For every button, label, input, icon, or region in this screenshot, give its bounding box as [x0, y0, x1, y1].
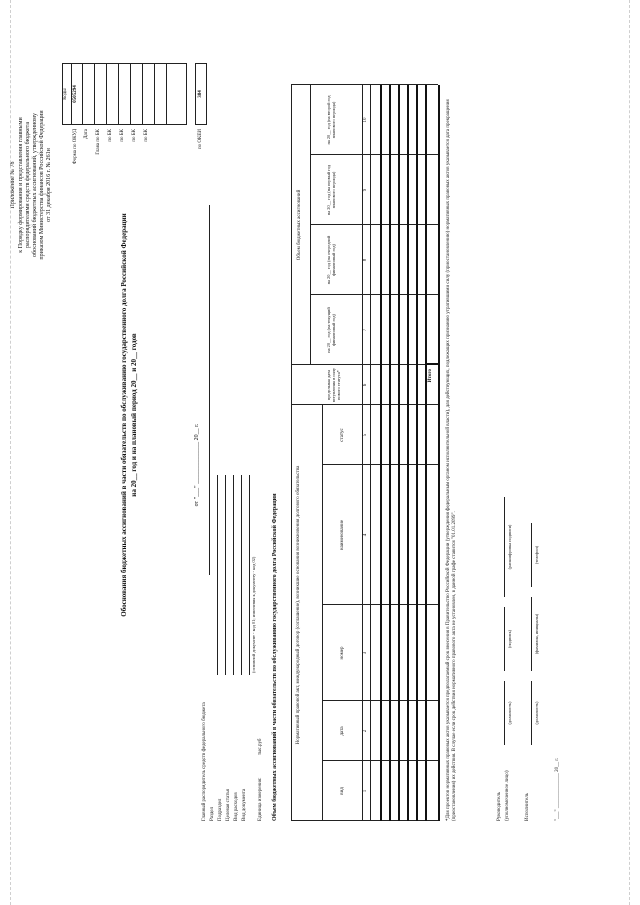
field-line-doc[interactable]	[249, 475, 250, 675]
signature-date: "___" ______________ 20__ г.	[555, 757, 560, 821]
okud-code: 0505294	[73, 85, 78, 103]
field-label-cs: Целевая статья	[226, 789, 231, 821]
col-number: 4	[363, 533, 368, 537]
col-header-vid: вид	[340, 787, 345, 795]
col-number: 6	[363, 383, 368, 387]
section-title: Объем бюджетных ассигнований в части обязательств по обслуживанию государственного долга Российской Федерации	[272, 493, 278, 821]
col-number: 3	[363, 651, 368, 655]
col-header-name: наименование	[340, 519, 345, 551]
col-number: 9	[363, 188, 368, 192]
col-number: 2	[363, 729, 368, 733]
col-number: 5	[363, 433, 368, 437]
doc-type-hint: (основной документ - код 01; изменения к документу - код 02)	[251, 556, 256, 673]
col-header-deadline: предельная дата вступления в силу нового статуса*	[326, 367, 341, 403]
codes-header: Коды	[63, 88, 68, 100]
sign-line[interactable]	[504, 497, 505, 597]
col-number: 10	[363, 117, 368, 123]
codes-label-bk: по БК	[108, 129, 113, 142]
exec-line[interactable]	[531, 681, 532, 745]
codes-label-glava: Глава по БК	[96, 129, 101, 155]
head-sublabel: (уполномоченное лицо)	[505, 770, 510, 821]
document-date: от "___" ______________ 20__ г.	[194, 423, 200, 507]
codes-label-bk: по БК	[144, 129, 149, 142]
col-header-status: статус	[340, 428, 345, 442]
volume-group-header: Объем бюджетных ассигнований	[297, 189, 302, 261]
appendix-line: к Порядку формирования и представления главными	[18, 117, 24, 253]
col-header-vol-1: на 20__ год (на текущий финансовый год)	[326, 307, 336, 353]
col-header-vol-4: на 20__ год (на второй год планового периода)	[326, 95, 336, 145]
field-label-razdel: Раздел	[210, 806, 215, 821]
field-line-vr[interactable]	[241, 475, 242, 675]
caption-position: (должность)	[507, 701, 512, 725]
scan-edge	[10, 0, 11, 905]
col-header-vol-3: на 20__ год (на первый год планового периода)	[326, 164, 336, 216]
codes-label-bk: по БК	[120, 129, 125, 142]
field-label-doc: Вид документа	[242, 788, 247, 821]
unit-value: тыс.руб	[258, 738, 263, 755]
col-header-vol-2: на 20__ год (на очередной финансовый год)	[326, 235, 336, 285]
sign-line[interactable]	[504, 607, 505, 671]
caption-signature: (подпись)	[507, 629, 512, 649]
okei-label: по ОКЕИ	[198, 129, 203, 150]
appendix-line: от 31 декабря 2016 г. № 261н	[46, 148, 52, 222]
executor-label: Исполнитель	[525, 793, 530, 821]
appendix-title: Приложение № 78	[10, 161, 16, 209]
col-header-date: дата	[340, 726, 345, 736]
unit-label: Единица измерения:	[258, 777, 263, 821]
exec-line[interactable]	[531, 597, 532, 671]
head-label: Руководитель	[497, 791, 502, 821]
field-line-razdel[interactable]	[217, 475, 218, 675]
appendix-line: приказом Министерства финансов Российской Федерации	[39, 110, 45, 260]
footnote: *Для проектов нормативных правовых актов указывается предполагаемый срок внесения в Правительство Российской Федерации (утверждения федеральным органом исполнительной власти), для действующих, подлежащих признанию утратившими силу (приостановлению) нормативных правовых актов указывается дата прекращения (приостановления) их действия. В случае если срок действия нормативного правового акта не установлен, в данной графе ставится "01.01.2099".	[446, 99, 457, 821]
field-line-cs[interactable]	[233, 475, 234, 675]
npa-group-header: Нормативный правовой акт, международный договор (соглашение), возникшие основания возникновения долгового обязательства	[296, 465, 301, 745]
col-number: 8	[363, 258, 368, 262]
codes-label-date: Дата	[84, 129, 89, 139]
caption-decode: (расшифровка подписи)	[507, 524, 512, 570]
caption-exec-phone: (телефон)	[534, 545, 539, 565]
col-number: 1	[363, 789, 368, 793]
appendix-line: обоснований бюджетных ассигнований, утвержденному	[32, 113, 38, 257]
appendix-line: распорядителями средств федерального бюджета	[25, 121, 31, 249]
caption-exec-position: (должность)	[534, 701, 539, 725]
exec-line[interactable]	[531, 523, 532, 587]
codes-label-bk: по БК	[132, 129, 137, 142]
total-label: Итого	[428, 369, 433, 383]
col-number: 7	[363, 328, 368, 332]
okei-code: 384	[198, 90, 203, 98]
field-label-podrazdel: Подраздел	[218, 798, 223, 821]
scan-edge	[629, 0, 630, 905]
document-subtitle: на 20__ год и на плановый период 20__ и 20__ годов	[130, 333, 138, 497]
col-header-number: номер	[340, 646, 345, 660]
codes-box	[62, 63, 187, 125]
field-label-vr: Вид расходов	[234, 792, 239, 821]
field-line-podrazdel[interactable]	[225, 475, 226, 675]
field-label-grbs: Главный распорядитель средств федерального бюджета	[202, 702, 207, 821]
sign-line[interactable]	[504, 681, 505, 745]
caption-exec-name: (фамилия, инициалы)	[534, 613, 539, 655]
codes-label-okud: Форма по ОКУД	[73, 129, 78, 165]
document-title: Обоснования бюджетных ассигнований в части обязательств по обслуживанию государственного долга Российской Федерации	[120, 213, 128, 617]
field-line-grbs[interactable]	[209, 205, 210, 575]
